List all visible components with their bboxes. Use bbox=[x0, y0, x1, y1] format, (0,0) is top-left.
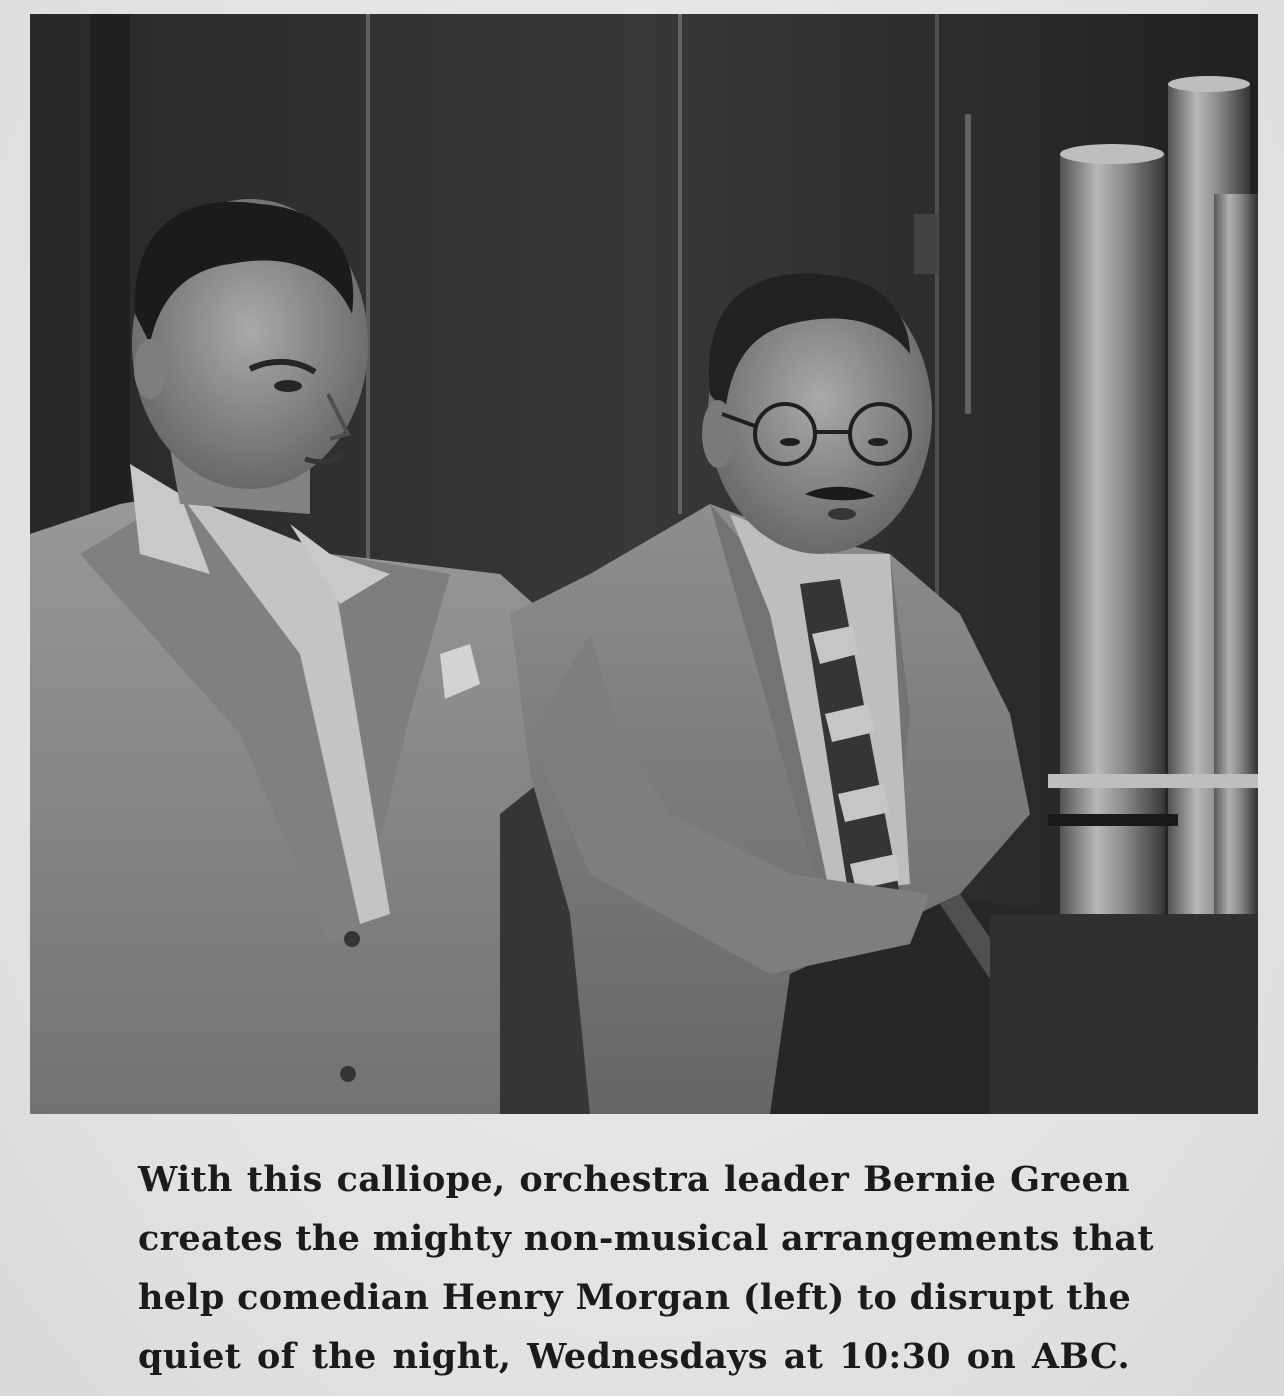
caption-line-4: quiet of the night, Wednesdays at 10:30 on ABC. bbox=[138, 1336, 1130, 1377]
caption-line-2: creates the mighty non-musical arrangements that bbox=[138, 1218, 1154, 1259]
photo-caption bbox=[138, 1150, 1154, 1386]
photograph-henry-morgan-bernie-green-calliope bbox=[30, 14, 1258, 1114]
caption-line-3: help comedian Henry Morgan (left) to disrupt the bbox=[138, 1277, 1132, 1318]
caption-line-1: With this calliope, orchestra leader Bernie Green bbox=[138, 1159, 1130, 1200]
photo-illustration bbox=[30, 14, 1258, 1114]
